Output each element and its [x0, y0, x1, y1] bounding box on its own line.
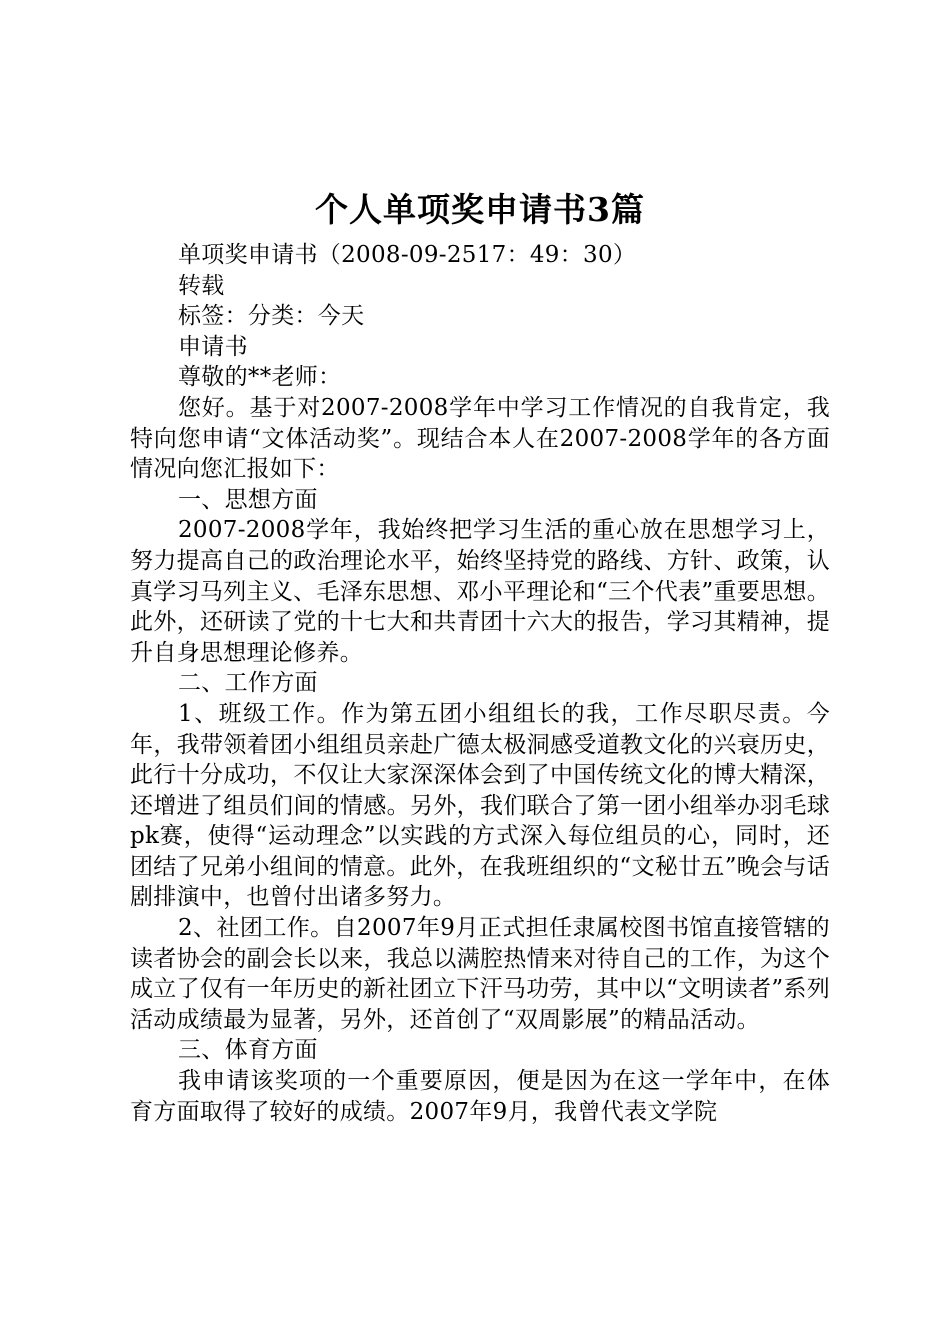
class-work-paragraph: 1、班级工作。作为第五团小组组长的我，工作尽职尽责。今年，我带领着团小组组员亲赴广德太极洞感受道教文化的兴衰历史，此行十分成功，不仅让大家深深体会到了中国传统文化的博大精深，还增进了组员们间的情感。另外，我们联合了第一团小组举办羽毛球pk赛，使得“运动理念”以实践的方式深入每位组员的心，同时，还团结了兄弟小组间的情意。此外，在我班组织的“文秘廿五”晚会与话剧排演中，也曾付出诸多努力。: [130, 700, 830, 911]
thought-paragraph: 2007-2008学年，我始终把学习生活的重心放在思想学习上，努力提高自己的政治理论水平，始终坚持党的路线、方针、政策，认真学习马列主义、毛泽东思想、邓小平理论和“三个代表”重要思想。此外，还研读了党的十七大和共青团十六大的报告，学习其精神，提升自身思想理论修养。: [130, 517, 830, 666]
section-heading-thought: 一、思想方面: [178, 486, 318, 513]
section-heading-sports: 三、体育方面: [178, 1037, 318, 1064]
header-line: 单项奖申请书（2008-09-2517：49：30）: [178, 242, 637, 268]
club-work-paragraph: 2、社团工作。自2007年9月正式担任隶属校图书馆直接管辖的读者协会的副会长以来，我总以满腔热情来对待自己的工作，为这个成立了仅有一年历史的新社团立下汗马功劳，其中以“文明读者”系列活动成绩最为显著，另外，还首创了“双周影展”的精品活动。: [130, 915, 830, 1033]
document-title: 个人单项奖申请书3篇: [315, 190, 645, 229]
document-page: [130, 180, 830, 1127]
doc-type-label: 申请书: [178, 333, 248, 360]
section-heading-work: 二、工作方面: [178, 670, 318, 697]
sports-paragraph: 我申请该奖项的一个重要原因，便是因为在这一学年中，在体育方面取得了较好的成绩。2007年9月，我曾代表文学院: [130, 1068, 830, 1125]
tags-line: 标签：分类：今天: [178, 303, 365, 330]
repost-label: 转载: [178, 272, 225, 299]
salutation: 尊敬的**老师：: [178, 364, 342, 391]
intro-paragraph: 您好。基于对2007-2008学年中学习工作情况的自我肯定，我特向您申请“文体活动奖”。现结合本人在2007-2008学年的各方面情况向您汇报如下：: [130, 394, 830, 483]
